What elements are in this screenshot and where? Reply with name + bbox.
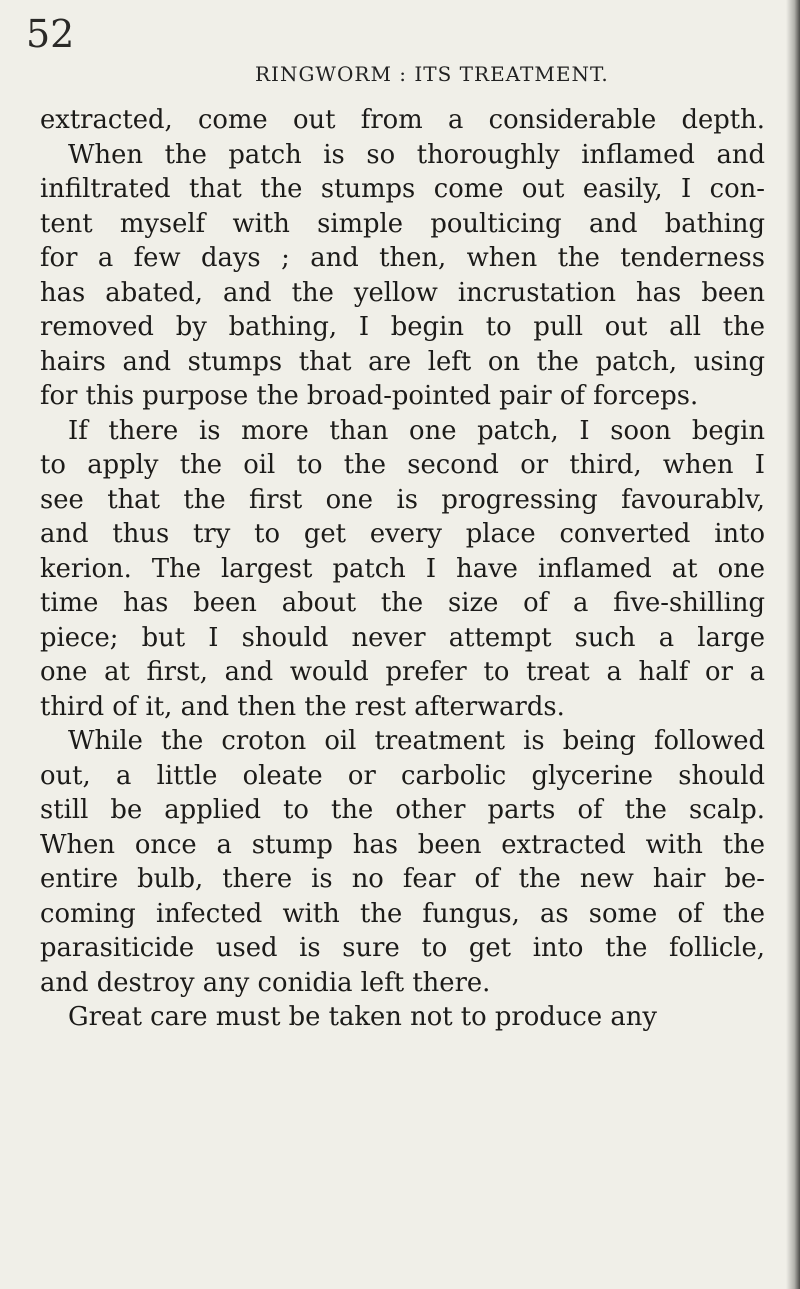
running-title: RINGWORM : ITS TREATMENT. (255, 62, 609, 86)
text-line: out, a little oleate or carbolic glycerine should (40, 760, 765, 791)
text-line: for a few days ; and then, when the tenderness (40, 243, 765, 273)
text-line: for this purpose the broad-pointed pair of forceps. (40, 381, 699, 411)
page-number: 52 (26, 12, 75, 56)
text-line: extracted, come out from a considerable depth. (40, 105, 765, 135)
text-line: and thus try to get every place converted into (40, 519, 765, 549)
text-line: third of it, and then the rest afterwards. (40, 691, 565, 722)
text-line: entire bulb, there is no fear of the new hair be- (40, 864, 765, 894)
page-edge-shadow (786, 0, 800, 1289)
text-line: parasiticide used is sure to get into the follicle, (40, 933, 765, 963)
text-line: one at first, and would prefer to treat a half or a (40, 657, 765, 687)
text-line: and destroy any conidia left there. (40, 967, 491, 998)
text-line: time has been about the size of a five-shilling (40, 588, 765, 618)
text-line: When the patch is so thoroughly inflamed and (68, 139, 765, 170)
text-line: While the croton oil treatment is being followed (68, 726, 765, 756)
body-text (40, 103, 765, 1035)
text-line: piece; but I should never attempt such a large (40, 622, 765, 653)
text-line: to apply the oil to the second or third, when I (40, 450, 765, 480)
text-line: hairs and stumps that are left on the patch, using (40, 346, 765, 377)
text-line: If there is more than one patch, I soon begin (68, 415, 765, 446)
text-line: removed by bathing, I begin to pull out all the (40, 312, 765, 342)
page-header (0, 12, 800, 86)
text-line: Great care must be taken not to produce any (68, 1002, 657, 1032)
text-line: When once a stump has been extracted with the (40, 829, 765, 860)
text-line: see that the first one is progressing favourablv, (40, 484, 765, 515)
text-line: has abated, and the yellow incrustation has been (40, 277, 765, 308)
text-line: coming infected with the fungus, as some of the (40, 898, 765, 929)
text-line: still be applied to the other parts of the scalp. (40, 795, 765, 825)
text-line: tent myself with simple poulticing and bathing (40, 208, 765, 239)
text-line: kerion. The largest patch I have inflamed at one (40, 553, 765, 584)
text-line: infiltrated that the stumps come out easily, I con- (40, 174, 765, 204)
